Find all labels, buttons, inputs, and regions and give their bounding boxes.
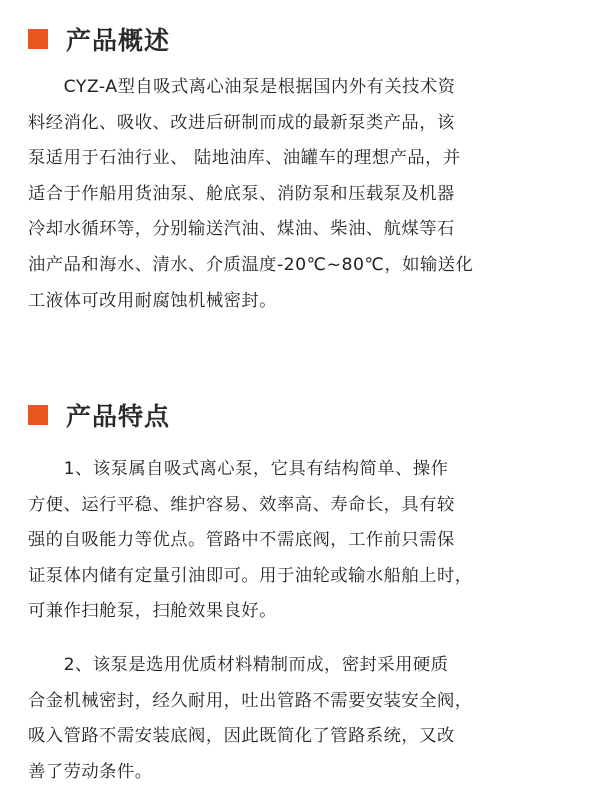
overview-paragraph <box>28 70 580 319</box>
heading-square-icon <box>28 405 48 425</box>
features-paragraph-2 <box>28 648 580 790</box>
section-title-overview: 产品概述 <box>66 26 171 55</box>
feature-line: 强的自吸能力等优点。管路中不需底阀，工作前只需保 <box>28 530 455 551</box>
feature-line: 吸入管路不需安装底阀，因此既简化了管路系统，又改 <box>28 726 455 747</box>
feature-line: 2、该泵是选用优质材料精制而成，密封采用硬质 <box>28 655 449 675</box>
heading-square-icon <box>28 29 48 49</box>
features-paragraph-1 <box>28 452 580 630</box>
overview-line: 料经消化、吸收、改进后研制而成的最新泵类产品，该 <box>28 112 455 133</box>
section-heading-features <box>28 398 170 432</box>
feature-line: 1、该泵属自吸式离心泵，它具有结构简单、操作 <box>28 459 449 479</box>
feature-line: 善了劳动条件。 <box>28 761 153 782</box>
feature-line: 证泵体内储有定量引油即可。用于油轮或输水船舶上时， <box>28 565 473 586</box>
feature-line: 合金机械密封，经久耐用，吐出管路不需要安装安全阀， <box>28 690 473 711</box>
overview-line: 适合于作船用货油泵、舱底泵、消防泵和压载泵及机器 <box>28 183 455 204</box>
overview-line: CYZ-A型自吸式离心油泵是根据国内外有关技术资 <box>28 77 456 97</box>
overview-line: 工液体可改用耐腐蚀机械密封。 <box>28 290 277 311</box>
feature-line: 可兼作扫舱泵，扫舱效果良好。 <box>28 601 277 622</box>
section-title-features: 产品特点 <box>66 402 171 431</box>
section-heading-overview <box>28 22 170 56</box>
overview-line: 冷却水循环等，分别输送汽油、煤油、柴油、航煤等石 <box>28 219 455 240</box>
overview-line: 油产品和海水、清水、介质温度-20℃~80℃，如输送化 <box>28 254 474 275</box>
feature-line: 方便、运行平稳、维护容易、效率高、寿命长，具有较 <box>28 494 455 515</box>
overview-line: 泵适用于石油行业、 陆地油库、油罐车的理想产品，并 <box>28 148 461 169</box>
